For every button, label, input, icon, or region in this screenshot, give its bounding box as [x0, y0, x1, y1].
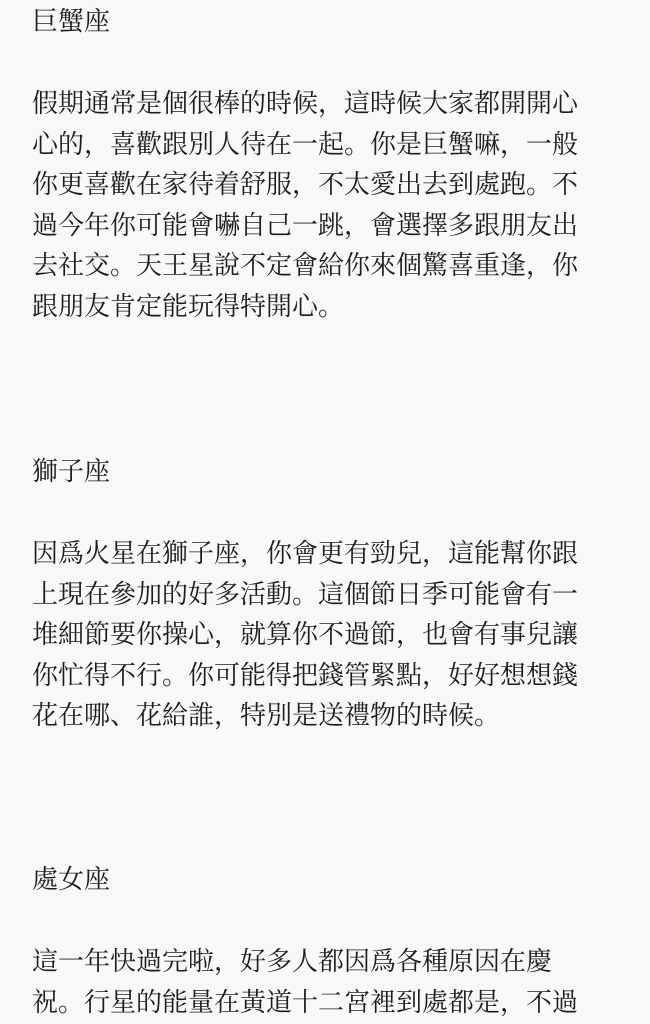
paragraph-line: 假期通常是個很棒的時候，這時候大家都開開心 [32, 89, 579, 119]
section-paragraph-leo [32, 534, 624, 737]
paragraph-line: 去社交。天王星說不定會給你來個驚喜重逢，你 [32, 251, 579, 282]
paragraph-line: 心的，喜歡跟別人待在一起。你是巨蟹嘛，一般 [32, 129, 579, 160]
paragraph-line: 堆細節要你操心，就算你不過節，也會有事兒讓 [32, 620, 579, 651]
paragraph-line: 上現在參加的好多活動。這個節日季可能會有一 [32, 579, 579, 610]
paragraph-line: 你忙得不行。你可能得把錢管緊點，好好想想錢 [32, 660, 579, 691]
paragraph-line: 花在哪、花給誰，特別是送禮物的時候。 [32, 701, 501, 732]
section-heading-leo: 獅子座 [32, 457, 111, 487]
paragraph-line: 跟朋友肯定能玩得特開心。 [32, 291, 345, 322]
section-heading-cancer: 巨蟹座 [32, 7, 111, 37]
paragraph-line: 這一年快過完啦，好多人都因爲各種原因在慶 [32, 947, 553, 977]
paragraph-line: 因爲火星在獅子座，你會更有勁兒，這能幫你跟 [32, 539, 579, 569]
paragraph-line: 你更喜歡在家待着舒服，不太愛出去到處跑。不 [32, 170, 579, 201]
section-paragraph-virgo [32, 942, 624, 1023]
section-paragraph-cancer [32, 84, 624, 328]
paragraph-line: 過今年你可能會嚇自己一跳，會選擇多跟朋友出 [32, 210, 579, 241]
paragraph-line: 祝。行星的能量在黃道十二宮裡到處都是，不過 [32, 987, 579, 1018]
section-heading-virgo: 處女座 [32, 865, 111, 895]
